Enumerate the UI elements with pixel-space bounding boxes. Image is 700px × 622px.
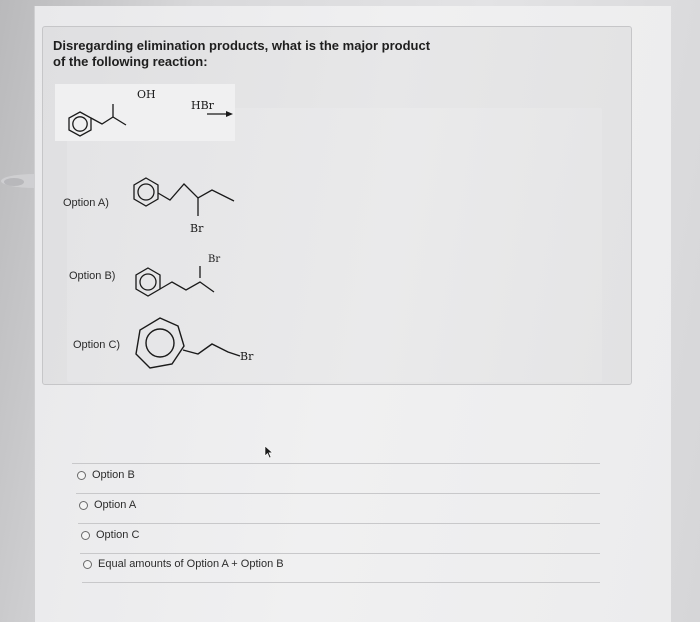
- question-text: [53, 38, 433, 70]
- choice-divider: [82, 582, 600, 583]
- option-b-br: Br: [208, 254, 221, 265]
- reactant-structure: [55, 84, 235, 144]
- question-line-2: of the following reaction:: [53, 54, 208, 69]
- option-b-structure: [128, 250, 243, 305]
- choice-label: Option B: [92, 469, 135, 481]
- option-c-structure: [132, 312, 262, 382]
- option-c-label: Option C): [73, 339, 121, 351]
- radio-icon[interactable]: [81, 531, 90, 540]
- choice-option-a[interactable]: [79, 499, 136, 511]
- option-a-br: Br: [190, 222, 204, 235]
- radio-icon[interactable]: [83, 560, 92, 569]
- choice-option-b[interactable]: [77, 469, 135, 481]
- choice-divider: [80, 553, 600, 554]
- choice-label: Option C: [96, 529, 140, 541]
- hbr-reagent: HBr: [191, 99, 214, 112]
- choice-label: Equal amounts of Option A + Option B: [98, 558, 284, 570]
- oh-label: OH: [137, 88, 156, 101]
- option-b-label: Option B): [69, 270, 116, 282]
- choice-option-c[interactable]: [81, 529, 139, 541]
- option-a-structure: [124, 168, 239, 238]
- radio-icon[interactable]: [77, 471, 86, 480]
- choice-divider: [72, 463, 600, 464]
- option-c-br: Br: [240, 350, 254, 363]
- choice-divider: [76, 493, 600, 494]
- option-a-label: Option A): [63, 197, 109, 209]
- choice-equal-a-b[interactable]: [83, 558, 284, 570]
- choice-divider: [78, 523, 600, 524]
- choice-label: Option A: [94, 499, 137, 511]
- cursor-arrow-icon: [264, 445, 274, 459]
- question-line-1: Disregarding elimination products, what is the major product: [53, 38, 431, 53]
- radio-icon[interactable]: [79, 501, 88, 510]
